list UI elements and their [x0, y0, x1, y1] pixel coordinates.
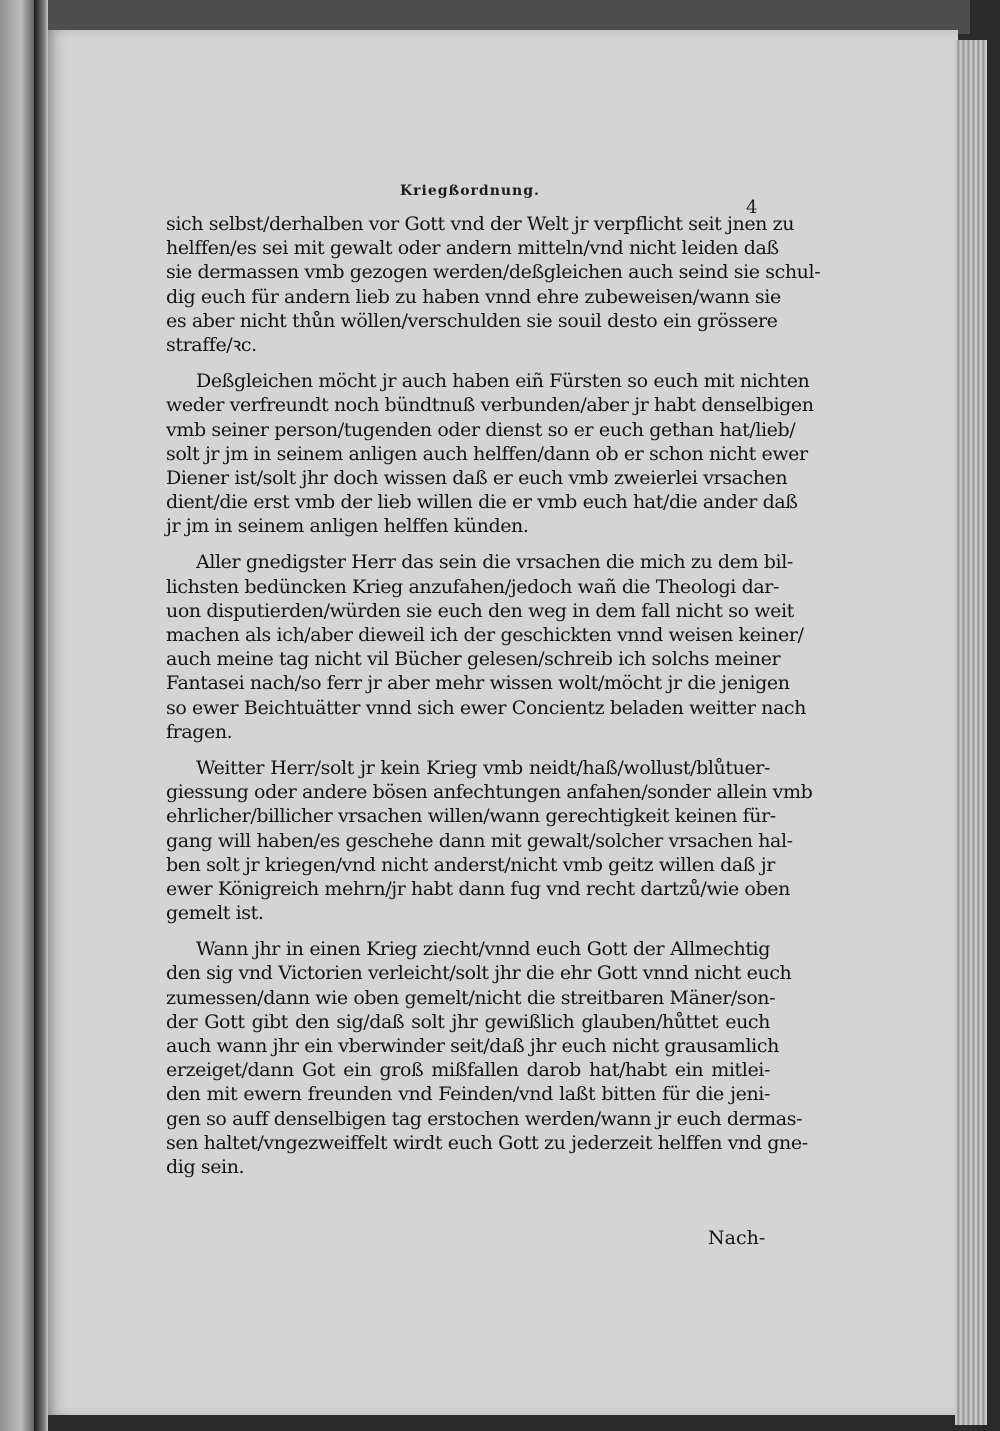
text-line: jr jm in seinem anligen helffen künden. — [166, 515, 529, 538]
text-line: Fantasei nach/so ferr jr aber mehr wissen wolt/möcht jr die jenigen — [166, 672, 790, 695]
text-line: Wann jhr in einen Krieg ziecht/vnnd euch Gott der Allmechtig — [196, 938, 770, 961]
text-line: dient/die erst vmb der lieb willen die er vmb euch hat/die ander daß — [166, 491, 798, 514]
text-line: machen als ich/aber dieweil ich der geschickten vnnd weisen keiner/ — [166, 624, 804, 646]
facing-page-edge — [0, 0, 38, 1431]
text-line: zumessen/dann wie oben gemelt/nicht die streitbaren Mäner/son- — [166, 986, 776, 1009]
text-line: Diener ist/solt jhr doch wissen daß er euch vmb zweierlei vrsachen — [166, 466, 788, 489]
book-gutter — [34, 0, 48, 1431]
text-line: so ewer Beichtuätter vnnd sich ewer Concientz beladen weitter nach — [166, 696, 806, 719]
text-line: den mit ewern freunden vnd Feinden/vnd laßt bitten für die jeni- — [166, 1083, 770, 1106]
text-line: gen so auff denselbigen tag erstochen werden/wann jr euch dermas- — [166, 1107, 803, 1130]
paragraph — [166, 937, 808, 1179]
text-line: gang will haben/es geschehe dann mit gewalt/solcher vrsachen hal- — [166, 829, 793, 852]
text-line: sich selbst/derhalben vor Gott vnd der Welt jr verpflicht seit jnen zu — [166, 213, 795, 235]
paragraph — [166, 550, 806, 744]
text-line: Deßgleichen möcht jr auch haben eiñ Fürsten so euch mit nichten — [196, 370, 810, 393]
text-line: helffen/es sei mit gewalt oder andern mitteln/vnd nicht leiden daß — [166, 237, 779, 260]
text-line: lichsten bedüncken Krieg anzufahen/jedoch wañ die Theologi dar- — [166, 575, 779, 598]
text-line: uon disputierden/würden sie euch den weg in dem fall nicht so weit — [166, 599, 794, 622]
paragraph — [166, 756, 813, 925]
text-line: weder verfreundt noch bündtnuß verbunden/aber jr habt denselbigen — [166, 394, 814, 417]
paragraph — [166, 212, 821, 357]
page-top-shadow — [40, 0, 970, 34]
text-line: solt jr jm in seinem anligen auch helffen/dann ob er schon nicht ewer — [166, 442, 808, 465]
paragraph — [166, 369, 814, 538]
running-title: Kriegßordnung. — [400, 183, 540, 199]
text-line: es aber nicht thůn wöllen/verschulden sie souil desto ein grössere — [166, 309, 778, 332]
text-line: ehrlicher/billicher vrsachen willen/wann gerechtigkeit keinen für- — [166, 805, 776, 828]
text-line: fragen. — [166, 720, 233, 743]
text-line: sen haltet/vngezweiffelt wirdt euch Gott zu jederzeit helffen vnd gne- — [166, 1131, 808, 1154]
text-line: der Gott gibt den sig/daß solt jhr gewißlich glauben/hůttet euch — [166, 1010, 770, 1033]
text-line: erzeiget/dann Got ein groß mißfallen darob hat/habt ein mitlei- — [166, 1059, 770, 1082]
text-line: dig euch für andern lieb zu haben vnnd ehre zubeweisen/wann sie — [166, 285, 781, 308]
text-line: ewer Königreich mehrn/jr habt dann fug vnd recht dartzů/wie oben — [166, 877, 790, 900]
text-line: ben solt jr kriegen/vnd nicht anderst/nicht vmb geitz willen daß jr — [166, 853, 775, 876]
page-stack-edges — [955, 40, 987, 1425]
catchword: Nach- — [708, 1227, 766, 1249]
body-text — [166, 212, 821, 1191]
text-line: auch meine tag nicht vil Bücher gelesen/schreib ich solchs meiner — [166, 648, 781, 671]
text-line: den sig vnd Victorien verleicht/solt jhr die ehr Gott vnnd nicht euch — [166, 962, 792, 985]
text-line: straffe/ꝛc. — [166, 333, 257, 356]
text-line: sie dermassen vmb gezogen werden/deßgleichen auch seind sie schul- — [166, 261, 821, 284]
text-line: auch wann jhr ein vberwinder seit/daß jhr euch nicht grausamlich — [166, 1035, 779, 1057]
text-line: giessung oder andere bösen anfechtungen anfahen/sonder allein vmb — [166, 781, 813, 804]
page-number: 4 — [746, 197, 758, 218]
text-line: dig sein. — [166, 1155, 245, 1178]
text-line: vmb seiner person/tugenden oder dienst so er euch gethan hat/lieb/ — [166, 418, 796, 441]
text-line: Weitter Herr/solt jr kein Krieg vmb neidt/haß/wollust/blůtuer- — [196, 756, 770, 779]
text-line: gemelt ist. — [166, 902, 264, 925]
text-line: Aller gnedigster Herr das sein die vrsachen die mich zu dem bil- — [196, 551, 793, 574]
page-header — [0, 183, 1000, 218]
